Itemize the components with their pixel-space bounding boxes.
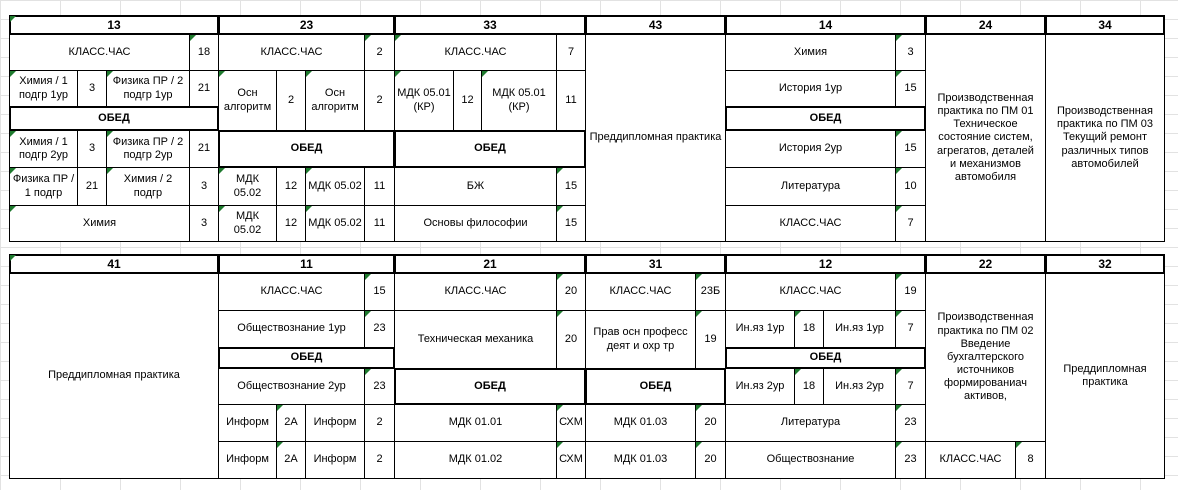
comment-marker-icon[interactable] [395, 71, 401, 77]
room-cell[interactable]: 15 [556, 205, 586, 242]
room-cell[interactable]: СХМ [556, 404, 586, 442]
subject-cell[interactable]: Литература [725, 167, 896, 206]
comment-marker-icon[interactable] [896, 131, 902, 137]
room-cell[interactable]: 19 [895, 273, 926, 311]
subject-cell[interactable]: БЖ [394, 167, 557, 206]
group-header[interactable]: 33 [394, 15, 586, 35]
subject-cell[interactable]: Химия [725, 34, 896, 71]
subject-cell[interactable]: Осн алгоритм [305, 70, 365, 131]
lunch-cell[interactable]: ОБЕД [394, 368, 586, 405]
group-header[interactable]: 32 [1045, 254, 1165, 274]
subject-cell[interactable]: МДК 01.03 [585, 404, 696, 442]
subject-cell[interactable]: Обществознание 1ур [218, 310, 365, 348]
comment-marker-icon[interactable] [107, 168, 113, 174]
lunch-cell[interactable]: ОБЕД [585, 368, 726, 405]
comment-marker-icon[interactable] [696, 274, 702, 280]
comment-marker-icon[interactable] [896, 35, 902, 41]
room-cell[interactable]: 2 [364, 70, 395, 131]
subject-cell[interactable]: Ин.яз 1ур [725, 310, 795, 348]
room-cell[interactable]: 7 [556, 34, 586, 71]
comment-marker-icon[interactable] [365, 369, 371, 375]
comment-marker-icon[interactable] [10, 71, 16, 77]
subject-cell[interactable]: Химия / 2 подгр [106, 167, 190, 206]
comment-marker-icon[interactable] [219, 71, 225, 77]
comment-marker-icon[interactable] [896, 274, 902, 280]
comment-marker-icon[interactable] [10, 16, 16, 22]
subject-cell[interactable]: Информ [218, 404, 277, 442]
group-header[interactable]: 11 [218, 254, 395, 274]
room-cell[interactable]: 15 [364, 273, 395, 311]
lunch-cell[interactable]: ОБЕД [218, 347, 395, 369]
room-cell[interactable]: 7 [895, 205, 926, 242]
comment-marker-icon[interactable] [107, 131, 113, 137]
subject-cell[interactable]: МДК 05.02 [218, 167, 277, 206]
subject-cell[interactable]: Физика ПР / 2 подгр 2ур [106, 130, 190, 168]
room-cell[interactable]: 12 [276, 167, 306, 206]
group-header[interactable]: 34 [1045, 15, 1165, 35]
room-cell[interactable]: 20 [695, 441, 726, 479]
practice-cell[interactable]: Преддипломная практика [1045, 273, 1165, 479]
subject-cell[interactable]: КЛАСС.ЧАС [218, 273, 365, 311]
subject-cell[interactable]: Основы философии [394, 205, 557, 242]
practice-cell[interactable]: Преддипломная практика [9, 273, 219, 479]
room-cell[interactable]: 18 [794, 310, 824, 348]
room-cell[interactable]: 23 [364, 310, 395, 348]
room-cell[interactable]: 7 [895, 310, 926, 348]
lunch-cell[interactable]: ОБЕД [725, 347, 926, 369]
room-cell[interactable]: 2 [364, 441, 395, 479]
room-cell[interactable]: 11 [556, 70, 586, 131]
room-cell[interactable]: 20 [556, 310, 586, 369]
comment-marker-icon[interactable] [306, 71, 312, 77]
comment-marker-icon[interactable] [306, 168, 312, 174]
room-cell[interactable]: 12 [453, 70, 482, 131]
room-cell[interactable]: 2А [276, 441, 306, 479]
subject-cell[interactable]: МДК 05.02 [218, 205, 277, 242]
comment-marker-icon[interactable] [10, 206, 16, 212]
lunch-cell[interactable]: ОБЕД [9, 106, 219, 131]
comment-marker-icon[interactable] [896, 71, 902, 77]
subject-cell[interactable]: МДК 05.01 (КР) [394, 70, 454, 131]
room-cell[interactable]: 19 [695, 310, 726, 369]
room-cell[interactable]: 3 [895, 34, 926, 71]
comment-marker-icon[interactable] [365, 35, 371, 41]
comment-marker-icon[interactable] [395, 35, 401, 41]
subject-cell[interactable]: Химия [9, 205, 190, 242]
comment-marker-icon[interactable] [795, 311, 801, 317]
comment-marker-icon[interactable] [277, 442, 283, 448]
subject-cell[interactable]: МДК 05.02 [305, 167, 365, 206]
room-cell[interactable]: 2 [364, 404, 395, 442]
room-cell[interactable]: 3 [77, 70, 107, 107]
room-cell[interactable]: 15 [556, 167, 586, 206]
room-cell[interactable]: СХМ [556, 441, 586, 479]
group-header[interactable]: 14 [725, 15, 926, 35]
subject-cell[interactable]: МДК 01.02 [394, 441, 557, 479]
comment-marker-icon[interactable] [557, 405, 563, 411]
comment-marker-icon[interactable] [1016, 442, 1022, 448]
room-cell[interactable]: 23 [895, 404, 926, 442]
subject-cell[interactable]: КЛАСС.ЧАС [585, 273, 696, 311]
group-header[interactable]: 31 [585, 254, 726, 274]
room-cell[interactable]: 23 [895, 441, 926, 479]
subject-cell[interactable]: Ин.яз 2ур [725, 368, 795, 405]
subject-cell[interactable]: КЛАСС.ЧАС [394, 34, 557, 71]
room-cell[interactable]: 2 [276, 70, 306, 131]
comment-marker-icon[interactable] [557, 274, 563, 280]
subject-cell[interactable]: МДК 01.03 [585, 441, 696, 479]
room-cell[interactable]: 2А [276, 404, 306, 442]
lunch-cell[interactable]: ОБЕД [725, 106, 926, 131]
room-cell[interactable]: 21 [189, 130, 219, 168]
subject-cell[interactable]: Техническая механика [394, 310, 557, 369]
subject-cell[interactable]: КЛАСС.ЧАС [725, 205, 896, 242]
comment-marker-icon[interactable] [219, 206, 225, 212]
comment-marker-icon[interactable] [896, 168, 902, 174]
subject-cell[interactable]: КЛАСС.ЧАС [925, 441, 1016, 479]
group-header[interactable]: 24 [925, 15, 1046, 35]
subject-cell[interactable]: Литература [725, 404, 896, 442]
subject-cell[interactable]: МДК 01.01 [394, 404, 557, 442]
lunch-cell[interactable]: ОБЕД [218, 130, 395, 168]
subject-cell[interactable]: МДК 05.02 [305, 205, 365, 242]
comment-marker-icon[interactable] [696, 405, 702, 411]
subject-cell[interactable]: КЛАСС.ЧАС [218, 34, 365, 71]
room-cell[interactable]: 3 [189, 167, 219, 206]
room-cell[interactable]: 20 [695, 404, 726, 442]
comment-marker-icon[interactable] [219, 168, 225, 174]
subject-cell[interactable]: КЛАСС.ЧАС [394, 273, 557, 311]
practice-cell[interactable]: Преддипломная практика [585, 34, 726, 242]
subject-cell[interactable]: Ин.яз 1ур [823, 310, 896, 348]
group-header[interactable]: 13 [9, 15, 219, 35]
group-header[interactable]: 22 [925, 254, 1046, 274]
room-cell[interactable]: 7 [895, 368, 926, 405]
room-cell[interactable]: 3 [189, 205, 219, 242]
practice-cell[interactable]: Производственная практика по ПМ 02 Введение бухгалтерского источников формированиач активов, [925, 273, 1046, 442]
comment-marker-icon[interactable] [107, 71, 113, 77]
comment-marker-icon[interactable] [795, 369, 801, 375]
group-header[interactable]: 23 [218, 15, 395, 35]
subject-cell[interactable]: Обществознание [725, 441, 896, 479]
room-cell[interactable]: 18 [189, 34, 219, 71]
comment-marker-icon[interactable] [557, 206, 563, 212]
room-cell[interactable]: 18 [794, 368, 824, 405]
subject-cell[interactable]: Прав осн професс деят и охр тр [585, 310, 696, 369]
comment-marker-icon[interactable] [557, 311, 563, 317]
comment-marker-icon[interactable] [10, 255, 16, 261]
subject-cell[interactable]: Химия / 1 подгр 2ур [9, 130, 78, 168]
comment-marker-icon[interactable] [896, 311, 902, 317]
group-header[interactable]: 41 [9, 254, 219, 274]
comment-marker-icon[interactable] [365, 311, 371, 317]
comment-marker-icon[interactable] [365, 274, 371, 280]
group-header[interactable]: 21 [394, 254, 586, 274]
comment-marker-icon[interactable] [10, 131, 16, 137]
subject-cell[interactable]: Ин.яз 2ур [823, 368, 896, 405]
room-cell[interactable]: 23 [364, 368, 395, 405]
comment-marker-icon[interactable] [696, 311, 702, 317]
comment-marker-icon[interactable] [482, 71, 488, 77]
room-cell[interactable]: 12 [276, 205, 306, 242]
subject-cell[interactable]: История 1ур [725, 70, 896, 107]
comment-marker-icon[interactable] [557, 168, 563, 174]
subject-cell[interactable]: История 2ур [725, 130, 896, 168]
comment-marker-icon[interactable] [277, 405, 283, 411]
comment-marker-icon[interactable] [557, 442, 563, 448]
room-cell[interactable]: 11 [364, 205, 395, 242]
comment-marker-icon[interactable] [10, 168, 16, 174]
room-cell[interactable]: 21 [189, 70, 219, 107]
practice-cell[interactable]: Производственная практика по ПМ 01 Техническое состояние систем, агрегатов, деталей и механизмов автомобиля [925, 34, 1046, 242]
room-cell[interactable]: 20 [556, 273, 586, 311]
room-cell[interactable]: 2 [364, 34, 395, 71]
subject-cell[interactable]: КЛАСС.ЧАС [725, 273, 896, 311]
subject-cell[interactable]: Физика ПР / 1 подгр [9, 167, 78, 206]
lunch-cell[interactable]: ОБЕД [394, 130, 586, 168]
comment-marker-icon[interactable] [896, 442, 902, 448]
room-cell[interactable]: 15 [895, 130, 926, 168]
group-header[interactable]: 43 [585, 15, 726, 35]
subject-cell[interactable]: Информ [305, 404, 365, 442]
comment-marker-icon[interactable] [696, 442, 702, 448]
subject-cell[interactable]: Обществознание 2ур [218, 368, 365, 405]
room-cell[interactable]: 10 [895, 167, 926, 206]
room-cell[interactable]: 3 [77, 130, 107, 168]
room-cell[interactable]: 11 [364, 167, 395, 206]
subject-cell[interactable]: Информ [305, 441, 365, 479]
subject-cell[interactable]: МДК 05.01 (КР) [481, 70, 557, 131]
subject-cell[interactable]: Химия / 1 подгр 1ур [9, 70, 78, 107]
comment-marker-icon[interactable] [190, 35, 196, 41]
room-cell[interactable]: 21 [77, 167, 107, 206]
comment-marker-icon[interactable] [896, 405, 902, 411]
practice-cell[interactable]: Производственная практика по ПМ 03 Текущий ремонт различных типов автомобилей [1045, 34, 1165, 242]
comment-marker-icon[interactable] [306, 206, 312, 212]
subject-cell[interactable]: Осн алгоритм [218, 70, 277, 131]
subject-cell[interactable]: КЛАСС.ЧАС [9, 34, 190, 71]
room-cell[interactable]: 15 [895, 70, 926, 107]
subject-cell[interactable]: Физика ПР / 2 подгр 1ур [106, 70, 190, 107]
comment-marker-icon[interactable] [896, 206, 902, 212]
comment-marker-icon[interactable] [896, 369, 902, 375]
group-header[interactable]: 12 [725, 254, 926, 274]
subject-cell[interactable]: Информ [218, 441, 277, 479]
room-cell[interactable]: 23Б [695, 273, 726, 311]
room-cell[interactable]: 8 [1015, 441, 1046, 479]
